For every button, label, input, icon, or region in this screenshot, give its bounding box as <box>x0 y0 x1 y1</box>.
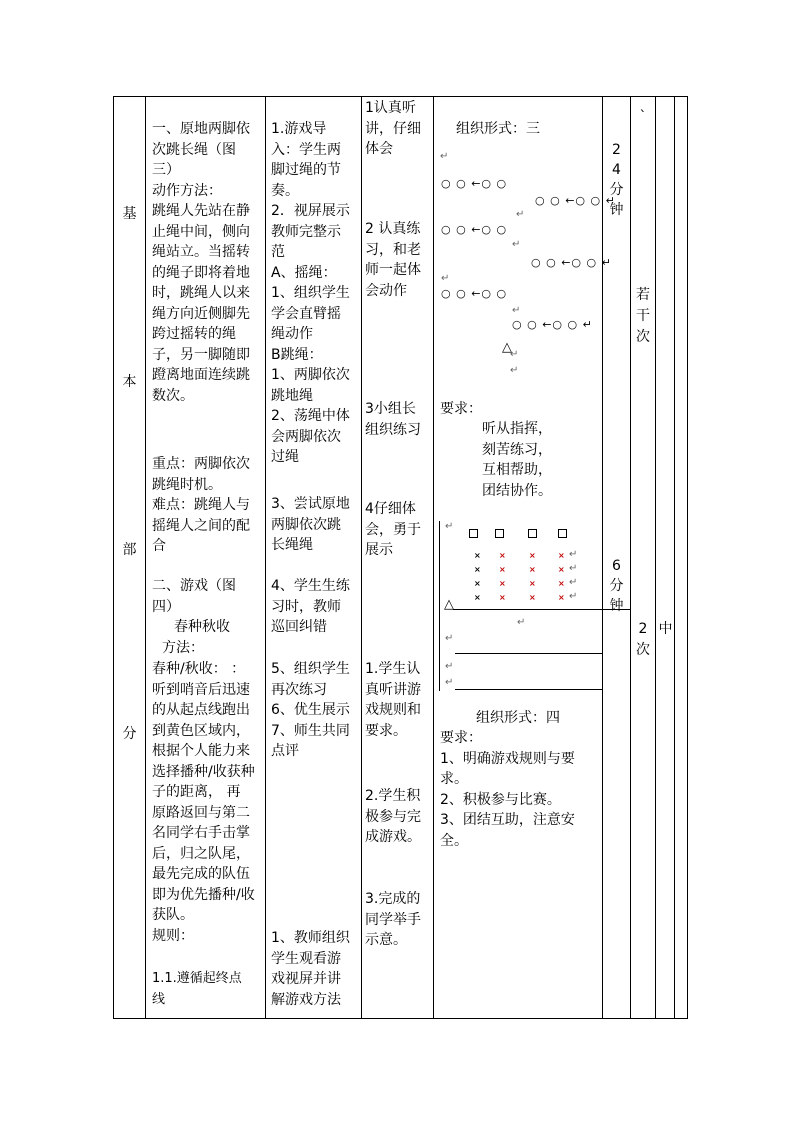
teacher-line: 学会直臂摇 <box>271 305 341 322</box>
return-mark: ↵ <box>440 151 449 162</box>
player-mark: × <box>558 593 565 602</box>
student-line: 成游戏。 <box>365 829 421 845</box>
player-mark: × <box>499 565 506 574</box>
teacher-line: 5、组织学生 <box>271 661 350 677</box>
field-line <box>455 689 602 690</box>
teacher-block5 <box>271 928 361 1010</box>
player-mark: × <box>558 579 565 588</box>
return-mark: ↵ <box>441 273 450 284</box>
column-divider <box>655 97 656 1018</box>
field-boundary <box>439 521 440 691</box>
teacher-block2 <box>271 494 361 556</box>
teacher-line: 2．视屏展示 <box>271 203 350 219</box>
times-char: 2 <box>638 621 648 637</box>
requirement-list-2 <box>440 728 600 851</box>
player-mark: × <box>474 579 481 588</box>
content-line: 方法： <box>162 639 204 656</box>
intensity-value: 中 <box>658 621 673 637</box>
time-char: 6 <box>612 558 621 574</box>
content-line: 止绳中间，侧向 <box>152 223 250 240</box>
teacher-line: 2、荡绳中体 <box>271 408 350 424</box>
teacher-line: 1、教师组织 <box>271 930 350 946</box>
content-line: 子，另一脚随即 <box>152 346 250 363</box>
student-block1 <box>365 98 433 160</box>
teacher-line: 教师完整示 <box>271 223 341 240</box>
content-line: 名同学右手击掌 <box>152 825 250 841</box>
content-line: 摇绳人之间的配 <box>152 517 250 534</box>
return-mark: ↵ <box>445 521 454 532</box>
player-mark: × <box>499 593 506 602</box>
return-mark: ↵ <box>510 349 519 360</box>
organization-title-4: 组织形式：四 <box>476 710 560 726</box>
return-mark: ↵ <box>510 365 519 376</box>
requirement-line: 求。 <box>440 771 468 787</box>
return-mark: ↵ <box>517 617 526 628</box>
student-line: 2.学生积 <box>365 788 421 804</box>
teacher-block1 <box>271 119 361 468</box>
marker-square <box>558 529 567 538</box>
times-tilde: ` <box>639 109 647 125</box>
return-mark: ↵ <box>569 549 578 560</box>
teacher-line: 1、组织学生 <box>271 285 350 301</box>
teacher-line: 3、尝试原地 <box>271 496 350 512</box>
column-divider <box>145 97 146 1018</box>
teacher-block4 <box>271 659 361 762</box>
requirement-line: 刻苦练习， <box>482 441 552 458</box>
student-line: 3小组长 <box>365 401 416 417</box>
times-char: 干 <box>636 308 650 324</box>
content-line: 获队。 <box>152 907 194 923</box>
game-title: 春种秋收 <box>174 619 230 635</box>
teacher-line: 过绳 <box>271 449 299 465</box>
teacher-line: 7、师生共同 <box>271 722 350 739</box>
teacher-line: B跳绳： <box>271 346 323 363</box>
requirement-line: 团结协作。 <box>482 482 552 499</box>
content-line: 重点：两脚依次 <box>152 456 250 472</box>
times-block-1 <box>631 285 655 348</box>
times-char: 次 <box>636 329 650 345</box>
time-char: 4 <box>612 162 621 178</box>
time-char: 分 <box>609 578 624 594</box>
time-char: 2 <box>612 142 621 158</box>
player-mark: × <box>529 579 536 588</box>
return-mark: ↵ <box>569 563 578 574</box>
time-char: 钟 <box>609 202 624 218</box>
requirement-line: 全。 <box>440 832 468 849</box>
times-char: 次 <box>636 642 650 658</box>
content-line: 选择播种/收获种 <box>152 763 255 780</box>
formation-row: ○ ○ ←○ ○ <box>441 223 508 236</box>
content-game-method <box>152 659 264 946</box>
student-line: 师一起体 <box>365 262 421 278</box>
player-mark: × <box>474 551 481 560</box>
student-line: 习，和老 <box>365 241 421 258</box>
content-key-point <box>152 454 264 557</box>
content-line: 到黄色区域内， <box>152 722 250 739</box>
content-line: 动作方法： <box>152 182 222 199</box>
teacher-triangle-icon: △ <box>444 597 454 612</box>
requirement-line: 互相帮助， <box>482 462 552 478</box>
content-line: 一、原地两脚依 <box>152 121 250 137</box>
player-mark: × <box>499 551 506 560</box>
content-line: 的从起点线跑出 <box>152 702 250 718</box>
content-line: 根据个人能力来 <box>152 743 250 759</box>
content-line: 二、游戏（图 <box>152 578 236 594</box>
teacher-line: A、摇绳： <box>271 264 337 281</box>
times-char: 若 <box>636 287 650 303</box>
content-line: 即为优先播种/收 <box>152 886 255 903</box>
student-block4 <box>365 499 433 561</box>
teacher-line: 习时，教师 <box>271 598 341 615</box>
return-mark: ↵ <box>569 591 578 602</box>
player-mark: × <box>529 565 536 574</box>
teacher-line: 巡回纠错 <box>271 619 327 635</box>
teacher-line: 奏。 <box>271 182 299 199</box>
student-line: 会动作 <box>365 282 407 299</box>
content-line: 原路返回与第二 <box>152 804 250 821</box>
player-mark: × <box>558 551 565 560</box>
return-mark: ↵ <box>516 209 525 220</box>
teacher-block3 <box>271 576 361 638</box>
formation-row: ○ ○ ←○ ○ <box>441 287 508 300</box>
content-line: 跨过摇转的绳 <box>152 326 236 342</box>
player-mark: × <box>529 551 536 560</box>
student-line: 2 认真练 <box>365 221 421 237</box>
content-activity1 <box>152 119 264 406</box>
requirement-title: 要求： <box>440 401 482 417</box>
teacher-line: 会两脚依次 <box>271 428 341 445</box>
section-char: 基 <box>122 206 137 222</box>
teacher-line: 范 <box>271 244 285 260</box>
section-char: 部 <box>122 542 137 558</box>
formation-row: ○ ○ ←○ ○ <box>441 177 508 190</box>
teacher-line: 解游戏方法 <box>271 991 341 1008</box>
student-line: 示意。 <box>365 932 407 948</box>
content-line: 数次。 <box>152 387 194 404</box>
time-block-1 <box>603 140 630 220</box>
organization-title-3: 组织形式：三 <box>456 121 540 137</box>
player-mark: × <box>474 565 481 574</box>
teacher-line: 再次练习 <box>271 681 327 698</box>
teacher-line: 学生观看游 <box>271 950 341 967</box>
student-line: 会，勇于 <box>365 521 421 538</box>
teacher-line: 1、两脚依次 <box>271 367 350 383</box>
requirement-list <box>482 419 552 501</box>
teacher-line: 脚过绳的节 <box>271 162 341 178</box>
player-mark: × <box>558 565 565 574</box>
content-line: 规则： <box>152 927 194 944</box>
player-mark: × <box>499 579 506 588</box>
student-line: 戏规则和 <box>365 702 421 718</box>
column-divider <box>265 97 266 1018</box>
student-line: 展示 <box>365 542 393 558</box>
student-block3 <box>365 399 433 440</box>
formation-row: ○ ○ ←○ ○ ↵ <box>535 194 616 207</box>
teacher-line: 入：学生两 <box>271 141 341 158</box>
teacher-line: 6、优生展示 <box>271 702 350 718</box>
content-line: 子的距离， 再 <box>152 784 241 800</box>
column-divider <box>361 97 362 1018</box>
teacher-line: 长绳绳 <box>271 537 313 553</box>
teacher-line: 点评 <box>271 743 299 759</box>
content-line: 的绳子即将着地 <box>152 264 250 281</box>
lesson-plan-table <box>113 96 688 1019</box>
student-block6 <box>365 786 433 848</box>
content-line: 次跳长绳（图 <box>152 141 236 158</box>
student-line: 极参与完 <box>365 808 421 825</box>
student-line: 要求。 <box>365 722 407 739</box>
return-mark: ↵ <box>569 577 578 588</box>
content-line: 三） <box>152 162 180 178</box>
student-line: 4仔细体 <box>365 501 416 517</box>
return-mark: ↵ <box>445 661 454 672</box>
student-line: 组织练习 <box>365 421 421 438</box>
teacher-line: 戏视屏并讲 <box>271 971 341 987</box>
player-mark: × <box>529 593 536 602</box>
student-line: 同学举手 <box>365 911 421 928</box>
content-line: 跳绳人先站在静 <box>152 203 250 219</box>
content-line: 最先完成的队伍 <box>152 866 250 882</box>
return-mark: ↵ <box>445 677 454 688</box>
times-block-2 <box>631 619 655 661</box>
content-line: 1.1.遵循起终点 <box>152 971 242 986</box>
teacher-line: 绳动作 <box>271 326 313 342</box>
student-line: 讲，仔细 <box>365 120 421 137</box>
student-block2 <box>365 219 433 301</box>
requirement-line: 听从指挥， <box>482 421 552 437</box>
requirement-line: 1、明确游戏规则与要 <box>440 750 575 767</box>
teacher-line: 4、学生生练 <box>271 578 350 594</box>
content-line: 合 <box>152 538 166 554</box>
formation-row: ○ ○ ←○ ○ ↵ <box>512 318 593 331</box>
column-divider <box>433 97 434 1018</box>
content-line: 四） <box>152 598 180 615</box>
marker-square <box>528 529 537 538</box>
content-line: 后，归之队尾， <box>152 845 250 862</box>
player-mark: × <box>474 593 481 602</box>
return-mark: ↵ <box>512 305 521 316</box>
column-divider <box>630 97 631 1018</box>
student-block5 <box>365 659 433 741</box>
teacher-line: 1.游戏导 <box>271 121 327 137</box>
time-char: 分 <box>609 182 624 198</box>
teacher-triangle-icon: △ <box>502 340 512 355</box>
content-line: 线 <box>152 991 166 1007</box>
content-line: 时，跳绳人以来 <box>152 285 250 301</box>
marker-square <box>469 529 478 538</box>
student-block7 <box>365 889 433 951</box>
section-char: 本 <box>122 374 137 390</box>
section-char: 分 <box>122 726 137 742</box>
content-game <box>152 576 264 658</box>
field-line <box>455 653 602 654</box>
teacher-line: 两脚依次跳 <box>271 516 341 533</box>
content-line: 春种/秋收： ： <box>152 661 246 677</box>
marker-square <box>495 529 504 538</box>
time-block-2 <box>603 556 630 616</box>
requirement-line: 2、积极参与比赛。 <box>440 791 561 808</box>
content-line: 绳方向近侧脚先 <box>152 305 250 322</box>
student-line: 3.完成的 <box>365 891 421 907</box>
student-line: 体会 <box>365 141 393 157</box>
formation-row: ○ ○ ←○ ○ ↵ <box>531 256 612 269</box>
return-mark: ↵ <box>512 239 521 250</box>
student-line: 1认真听 <box>365 100 416 116</box>
requirement-line: 3、团结互助，注意安 <box>440 812 575 828</box>
content-line: 绳站立。当摇转 <box>152 244 250 260</box>
content-rules <box>152 969 264 1010</box>
return-mark: ↵ <box>445 633 454 644</box>
content-line: 蹬离地面连续跳 <box>152 367 250 383</box>
content-line: 难点：跳绳人与 <box>152 497 250 513</box>
content-line: 听到哨音后迅速 <box>152 681 250 698</box>
content-line: 跳绳时机。 <box>152 476 222 493</box>
requirement-title-2: 要求： <box>440 730 482 746</box>
start-line <box>453 609 602 610</box>
teacher-line: 跳地绳 <box>271 387 313 404</box>
time-char: 钟 <box>609 598 624 614</box>
column-divider <box>674 97 675 1018</box>
student-line: 真听讲游 <box>365 681 421 698</box>
student-line: 1.学生认 <box>365 661 421 677</box>
